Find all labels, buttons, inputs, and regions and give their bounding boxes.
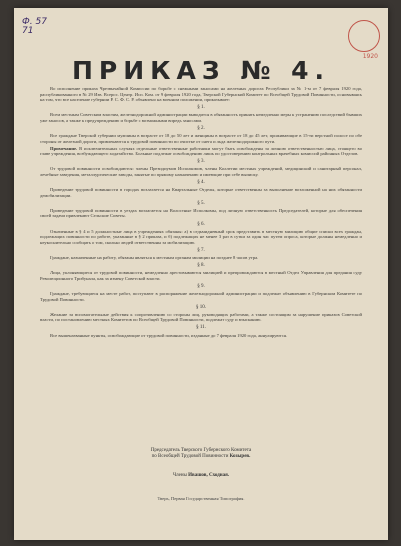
- document-sheet: [14, 8, 388, 540]
- section-number: § 3.: [197, 159, 205, 165]
- archive-stamp-seal: [348, 20, 380, 52]
- section-paragraph: Все граждане Тверской губернии мужчины в возрасте от 18 до 50 лет и женщины в возрасте от 18 до 45 лет, проживающие в 15-ти верстной полосе по обе стороны от железной дороги, привлекаются к трудовой повинности по очистке от снега и льда железнодорожного пути.: [40, 133, 362, 144]
- section-number: § 5.: [197, 200, 205, 206]
- section-paragraph: Означенные в § 4 и 5 должностные лица в учреждениях обязаны: а) в седьмидневный срок представить в местную милицию общие списки всех граждан, подлежащих повинности по работе, указанные в § 2 приказа, и б) подлежащих не менее 3 раз в сутки за один час путем опроса, которые должны немедленно и неукоснительно сообщать о том, сколько людей ответственны за мобилизацию.: [40, 228, 362, 245]
- signature-title: по Всеобщей Трудовой Повинности: [151, 454, 229, 459]
- note-text: В исключительных случаях отдельные ответственные работники могут быть освобождены за личною ответственностью лица, стоящего во главе учреждения, возбуждающего ходатайство. Больные подлежат освобождению лишь по удостоверению контрольных врачебных комиссий районных Отделов.: [40, 145, 362, 157]
- section-note: [40, 146, 362, 157]
- document-body: [40, 86, 362, 339]
- members-label: Члены: [172, 473, 187, 478]
- signature-line-1: Председатель Тверского Губернского Комитета: [150, 448, 252, 453]
- archive-fond: Ф. 57: [22, 17, 47, 27]
- section-number: § 8.: [197, 263, 205, 269]
- members-names: Ивашов, Сходная.: [188, 473, 230, 478]
- section-number: § 11.: [196, 325, 206, 331]
- section-number: § 2.: [197, 126, 205, 132]
- section-paragraph: Желание за вспомогательные действия к сопротивлению со стороны лиц, руководящих работами, а также состоящим за нарушение приказов Советской власти, по постановлению местных Комитетов по Всеобщей Трудовой Повинности, подлежат суду и взысканию.: [40, 311, 362, 323]
- printer-imprint: Тверь, Первая Государственная Типография.: [157, 496, 245, 501]
- stamp-year: 1920: [362, 53, 378, 60]
- section-paragraph: Всем местным Советским властям, железнодорожной администрации выводится в обязанность принять немедленно меры к устранению последствий бывших уже заносов, а также к предупреждению и борьбе с возможными впредь заносами.: [40, 112, 362, 123]
- section-number: § 7.: [197, 247, 205, 253]
- section-paragraph: Проведение трудовой повинности в уездах возлагается на Волостные Исполкомы, под личную ответственность Председателей, которые для обеспечения своей задачи привлекают Сельские Советы.: [40, 207, 362, 219]
- section-number: § 6.: [197, 221, 205, 227]
- section-number: § 9.: [197, 283, 205, 289]
- section-number: § 1.: [197, 105, 205, 111]
- section-paragraph: Граждане, назначенные на работу, обязаны являться к местным органам милиции на позднее 8 часов утра.: [50, 255, 259, 261]
- signatory-name: Козырев.: [229, 454, 251, 459]
- note-label: Примечание.: [50, 145, 78, 151]
- section-number: § 10.: [196, 304, 206, 310]
- section-number: § 4.: [197, 180, 205, 185]
- archive-code: [22, 18, 47, 36]
- signature-block: [14, 448, 388, 460]
- section-paragraph: Лица, уклоняющиеся от трудовой повинности, немедленно арестовываются милицией и препровождаются в местный Отдел Управления для предания суду Революционного Трибунала, как за измену Советской власти.: [40, 270, 362, 281]
- document-title: ПРИКАЗ № 4.: [71, 56, 331, 85]
- section-paragraph: От трудовой повинности освобождаются: члены Президиумов Исполкомов, члены Коллегии местных учреждений, медицинский и санитарный персонал, лечебные заведения, металлургические заводы, занятые по прямому назначению и имеющие при себе выписку.: [40, 166, 362, 177]
- preamble: Во исполнение приказа Чрезвычайной Комиссии по борьбе с снежными заносами на железных дорогах Республики за № 1-м от 7 февраля 1920 года, распубликованного в № 29 Изв. Всерос. Центр. Исп. Ком. от 9 февраля 1920 года, Тверской Губернский Комитет по Всеобщей Трудовой Повинности, основываясь на том, что все население губернии Р. С. Ф. С. Р. объявлено на военном положении, приказывает:: [40, 86, 362, 103]
- archive-number: 71: [22, 26, 34, 36]
- signature-line-2: [14, 454, 388, 460]
- members-line: [14, 473, 388, 478]
- section-paragraph: Граждане, требующиеся на месте работ, поступают в распоряжение железнодорожной администрации и подлежат объявлению в Губернском Комитете по Трудовой Повинности.: [40, 291, 362, 302]
- section-paragraph: Все вышеназванные пункты, освобождающие от трудовой повинности, изданные до 7 февраля 1920 года, аннулируются.: [50, 332, 288, 338]
- section-paragraph: Проведение трудовой повинности в городах возлагается на Квартальные Отделы, которые ответственны за выполнение возложенной на них обязанности демобилизации.: [40, 187, 362, 198]
